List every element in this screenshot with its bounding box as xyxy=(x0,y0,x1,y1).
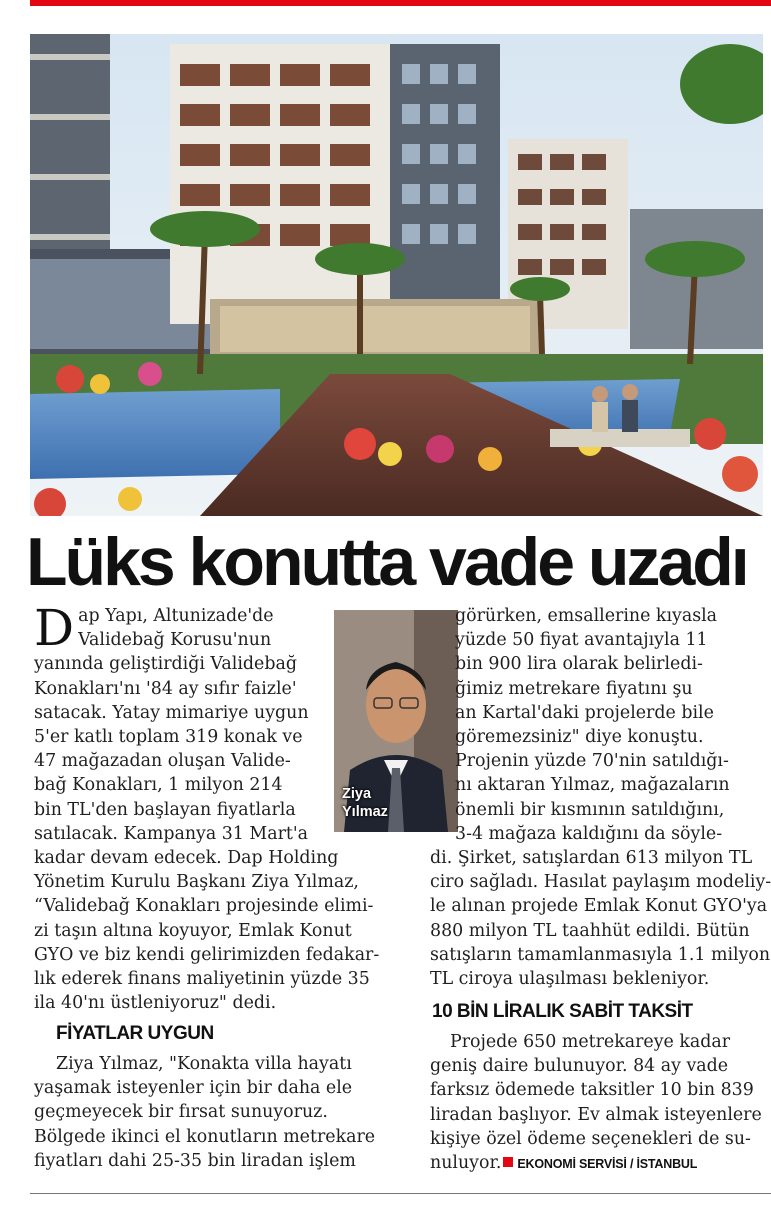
text-line: bin 900 lira olarak belirledi- xyxy=(455,654,703,675)
text-line: önemli bir kısmının satıldığını, xyxy=(455,799,725,820)
text-line: Yönetim Kurulu Başkanı Ziya Yılmaz, xyxy=(34,872,359,893)
text-line: ğimiz metrekare fiyatını şu xyxy=(455,678,693,699)
text-line: nı aktaran Yılmaz, mağazaların xyxy=(455,775,730,796)
text-line: zi taşın altına koyuyor, Emlak Konut xyxy=(34,920,352,941)
text-line: di. Şirket, satışlardan 613 milyon TL xyxy=(430,848,753,868)
text-line: 3-4 mağaza kaldığını da söyle- xyxy=(455,823,723,844)
text-line: satışların tamamlanmasıyla 1.1 milyon xyxy=(430,944,771,965)
text-line: görürken, emsallerine kıyasla xyxy=(455,606,718,626)
subheading-installment: 10 BİN LİRALIK SABİT TAKSİT xyxy=(432,1001,693,1022)
text-line: Ziya Yılmaz, "Konakta villa hayatı xyxy=(56,1054,352,1074)
byline-square-icon xyxy=(503,1157,513,1167)
text-line: 880 milyon TL taahhüt edildi. Bütün xyxy=(430,920,750,941)
bottom-divider xyxy=(30,1193,771,1194)
text-line: bağ Konakları, 1 milyon 214 xyxy=(34,775,283,796)
text-line: yüzde 50 fiyat avantajıyla 11 xyxy=(455,630,708,651)
text-line: kadar devam edecek. Dap Holding xyxy=(34,848,339,869)
hero-photo xyxy=(30,34,763,516)
text-line: yanında geliştirdiği Validebağ xyxy=(34,654,297,675)
byline: EKONOMİ SERVİSİ / İSTANBUL xyxy=(517,1157,698,1172)
last-line-text: nuluyor. xyxy=(430,1153,502,1174)
text-line: ap Yapı, Altunizade'de xyxy=(78,606,274,626)
text-line: geniş daire bulunuyor. 84 ay vade xyxy=(430,1056,729,1077)
text-line: liradan başlıyor. Ev almak isteyenlere xyxy=(430,1104,762,1125)
text-line-last xyxy=(430,1151,771,1176)
text-line: göremezsiniz" diye konuştu. xyxy=(455,727,704,748)
article-column-left-bottom xyxy=(34,1052,414,1173)
text-line: le alınan projede Emlak Konut GYO'ya xyxy=(430,896,768,917)
text-line: satılacak. Kampanya 31 Mart'a xyxy=(34,823,309,844)
text-line: an Kartal'daki projelerde bile xyxy=(455,702,714,723)
text-line: Projede 650 metrekareye kadar xyxy=(450,1032,731,1052)
text-line: lık ederek finans maliyetinin yüzde 35 xyxy=(34,969,370,990)
text-line: bin TL'den başlayan fiyatlarla xyxy=(34,799,296,820)
text-line: GYO ve biz kendi gelirimizden fedakar- xyxy=(34,944,380,965)
text-line: kişiye özel ödeme seçenekleri de su- xyxy=(430,1128,751,1149)
text-line: Konakları'nı '84 ay sıfır faizle' xyxy=(34,678,297,699)
top-accent-bar xyxy=(30,0,771,6)
text-line: Validebağ Korusu'nun xyxy=(78,630,272,651)
headline: Lüks konutta vade uzadı xyxy=(26,524,747,600)
portrait-caption-first: Ziya xyxy=(342,786,372,802)
text-line: 47 mağazadan oluşan Valide- xyxy=(34,751,291,772)
drop-cap: D xyxy=(34,599,75,657)
portrait-caption xyxy=(342,785,388,821)
text-line: Bölgede ikinci el konutların metrekare xyxy=(34,1126,376,1147)
text-line: satacak. Yatay mimariye uygun xyxy=(34,702,309,723)
text-line: ciro sağladı. Hasılat paylaşım modeliy- xyxy=(430,872,771,893)
text-line: geçmeyecek bir fırsat sunuyoruz. xyxy=(34,1102,328,1123)
text-line: “Validebağ Konakları projesinde elimi- xyxy=(34,896,374,917)
text-line: ila 40'nı üstleniyoruz" dedi. xyxy=(34,993,277,1014)
text-line: 5'er katlı toplam 319 konak ve xyxy=(34,727,303,748)
article-column-right-bottom xyxy=(430,1030,771,1176)
article-column-right xyxy=(455,604,771,846)
text-line: TL ciroya ulaşılması bekleniyor. xyxy=(430,969,710,990)
portrait-caption-last: Yılmaz xyxy=(342,804,388,820)
text-line: yaşamak isteyenler için bir daha ele xyxy=(34,1078,353,1099)
text-line: farksız ödemede taksitler 10 bin 839 xyxy=(430,1080,754,1101)
text-line: fiyatları dahi 25-35 bin liradan işlem xyxy=(34,1150,356,1171)
subheading-prices: FİYATLAR UYGUN xyxy=(56,1023,214,1044)
text-line: Projenin yüzde 70'nin satıldığı- xyxy=(455,751,729,772)
article-column-right-wide xyxy=(430,846,771,991)
article-column-left xyxy=(34,599,380,1015)
